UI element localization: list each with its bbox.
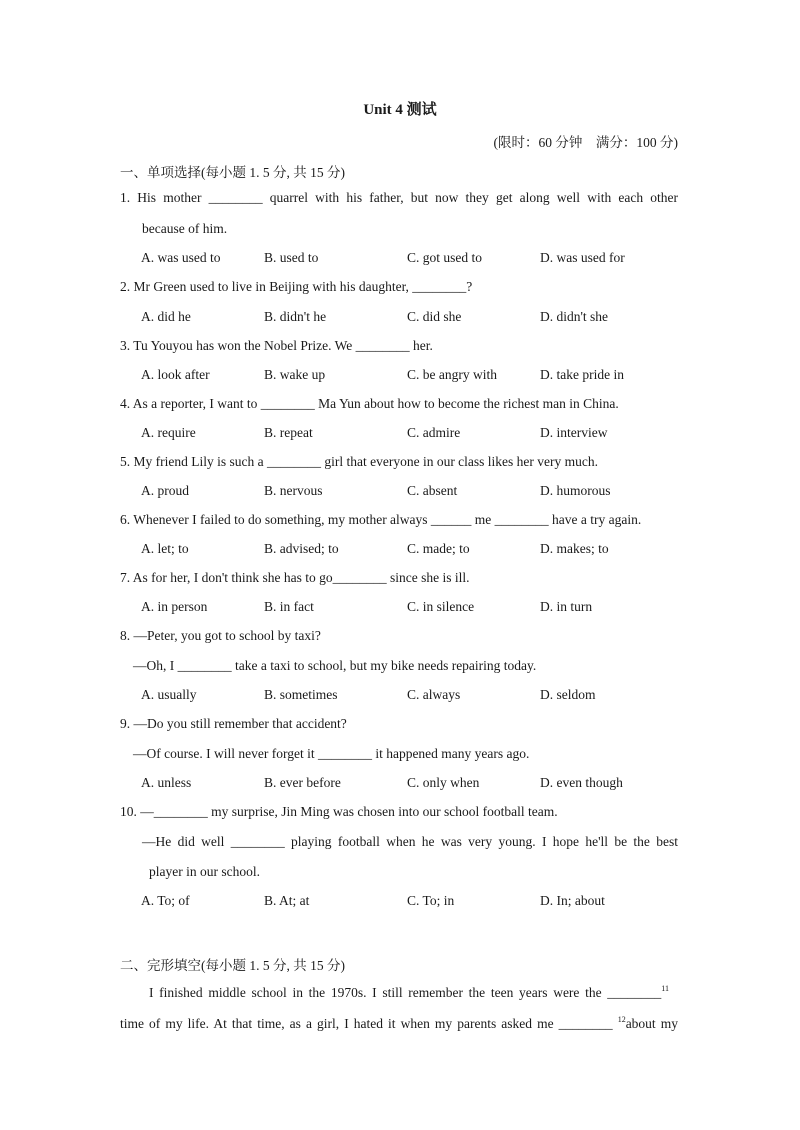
cloze-text: I finished middle school in the 1970s. I still remember the teen years were the ________ (149, 985, 662, 1000)
question-1-stem-continued: because of him. (142, 221, 228, 236)
option-c: C. in silence (407, 599, 475, 614)
time-limit: (限时：60 分钟 满分：100 分) (493, 135, 678, 150)
option-a: A. require (141, 425, 196, 440)
question-10-reply: —He did well ________ playing football when he was very young. I hope he'll be the best (142, 834, 678, 849)
option-b: B. At; at (264, 893, 310, 908)
question-8-options (141, 687, 681, 707)
option-d: D. In; about (540, 893, 605, 908)
question-6-options (141, 541, 681, 561)
option-c: C. did she (407, 309, 462, 324)
option-a: A. To; of (141, 893, 190, 908)
cloze-text-end: about my (625, 1016, 678, 1031)
question-4-options (141, 425, 681, 445)
option-a: A. let; to (141, 541, 189, 556)
cloze-text: time of my life. At that time, as a girl, I hated it when my parents asked me ________ (120, 1016, 613, 1031)
option-c: C. made; to (407, 541, 470, 556)
question-9-stem: 9. —Do you still remember that accident? (120, 716, 347, 731)
cloze-line-2 (120, 1015, 678, 1032)
option-a: A. did he (141, 309, 191, 324)
option-d: D. makes; to (540, 541, 609, 556)
option-b: B. wake up (264, 367, 326, 382)
option-d: D. was used for (540, 250, 625, 265)
question-5-options (141, 483, 681, 503)
question-7-stem: 7. As for her, I don't think she has to go________ since she is ill. (120, 570, 470, 585)
option-c: C. always (407, 687, 461, 702)
question-6-stem: 6. Whenever I failed to do something, my mother always ______ me ________ have a try again. (120, 512, 642, 527)
option-d: D. in turn (540, 599, 593, 614)
option-c: C. To; in (407, 893, 455, 908)
option-a: A. unless (141, 775, 192, 790)
question-10-options (141, 893, 681, 913)
option-a: A. was used to (141, 250, 221, 265)
option-d: D. seldom (540, 687, 596, 702)
option-d: D. didn't she (540, 309, 609, 324)
option-d: D. humorous (540, 483, 611, 498)
question-2-options (141, 309, 681, 329)
page-title: Unit 4 测试 (363, 102, 437, 118)
blank-number-11: 11 (661, 984, 669, 993)
question-7-options (141, 599, 681, 619)
option-a: A. in person (141, 599, 208, 614)
blank-number-12: 12 (617, 1015, 626, 1024)
question-1-stem: 1. His mother ________ quarrel with his father, but now they get along well with each other (120, 190, 678, 205)
option-b: B. advised; to (264, 541, 339, 556)
option-c: C. absent (407, 483, 458, 498)
question-10-reply-continued: player in our school. (149, 864, 260, 879)
question-1-options (141, 250, 681, 270)
option-b: B. repeat (264, 425, 313, 440)
option-a: A. proud (141, 483, 189, 498)
option-d: D. interview (540, 425, 608, 440)
section-2-heading: 二、完形填空(每小题 1. 5 分, 共 15 分) (120, 958, 345, 973)
option-d: D. even though (540, 775, 623, 790)
option-c: C. got used to (407, 250, 483, 265)
question-8-reply: —Oh, I ________ take a taxi to school, but my bike needs repairing today. (133, 658, 537, 673)
option-b: B. ever before (264, 775, 341, 790)
question-9-options (141, 775, 681, 795)
question-8-stem: 8. —Peter, you got to school by taxi? (120, 628, 321, 643)
question-3-stem: 3. Tu Youyou has won the Nobel Prize. We ________ her. (120, 338, 433, 353)
question-9-reply: —Of course. I will never forget it ________ it happened many years ago. (133, 746, 530, 761)
option-c: C. be angry with (407, 367, 497, 382)
option-b: B. used to (264, 250, 319, 265)
option-b: B. nervous (264, 483, 323, 498)
question-4-stem: 4. As a reporter, I want to ________ Ma Yun about how to become the richest man in China. (120, 396, 619, 411)
option-a: A. look after (141, 367, 210, 382)
question-3-options (141, 367, 681, 387)
cloze-line-1 (149, 984, 669, 1001)
option-b: B. sometimes (264, 687, 338, 702)
section-1-heading: 一、单项选择(每小题 1. 5 分, 共 15 分) (120, 165, 345, 180)
option-c: C. only when (407, 775, 480, 790)
question-10-stem: 10. —________ my surprise, Jin Ming was chosen into our school football team. (120, 804, 558, 819)
option-d: D. take pride in (540, 367, 624, 382)
question-2-stem: 2. Mr Green used to live in Beijing with his daughter, ________? (120, 279, 473, 294)
option-b: B. didn't he (264, 309, 327, 324)
option-b: B. in fact (264, 599, 314, 614)
option-a: A. usually (141, 687, 197, 702)
question-5-stem: 5. My friend Lily is such a ________ girl that everyone in our class likes her very much. (120, 454, 599, 469)
option-c: C. admire (407, 425, 461, 440)
